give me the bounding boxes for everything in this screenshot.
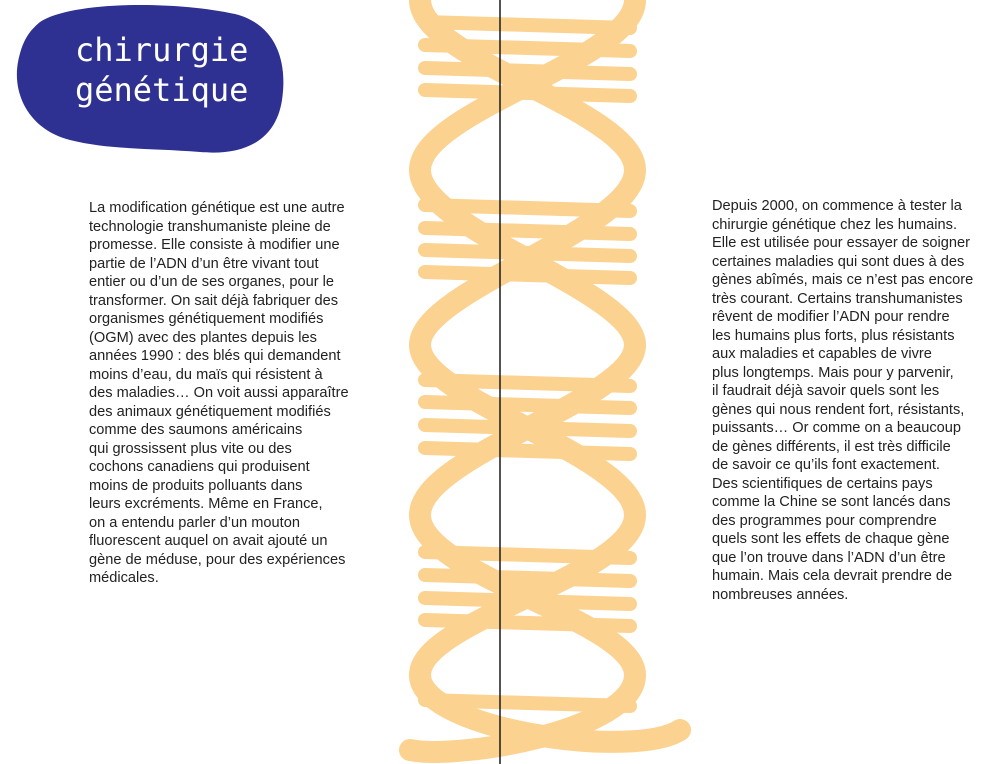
text-line: humain. Mais cela devrait prendre de <box>712 568 953 584</box>
text-line: des animaux génétiquement modifiés <box>89 403 331 420</box>
text-line: Depuis 2000, on commence à tester la <box>712 198 962 214</box>
title-line-1: chirurgie <box>75 31 249 69</box>
text-line: organismes génétiquement modifiés <box>89 311 324 327</box>
text-line: certaines maladies qui sont dues à des <box>712 253 965 270</box>
text-line: de gènes différents, il est très difficile <box>712 438 951 455</box>
text-line: de savoir ce qu’ils font exactement. <box>712 457 940 473</box>
text-line: Des scientifiques de certains pays <box>712 475 933 492</box>
title-line-2: génétique <box>75 71 249 109</box>
text-line: puissants… Or comme on a beaucoup <box>712 420 962 436</box>
dna-rung <box>425 575 630 581</box>
left-text-column <box>89 199 369 588</box>
text-line: médicales. <box>89 570 159 586</box>
text-line: promesse. Elle consiste à modifier une <box>89 237 340 253</box>
text-line: (OGM) avec des plantes depuis les <box>89 329 317 346</box>
text-line: cochons canadiens qui produisent <box>89 459 310 475</box>
text-line: gènes abîmés, mais ce n’est pas encore <box>712 272 974 288</box>
text-line: moins de produits polluants dans <box>89 477 303 494</box>
text-line: comme la Chine se sont lancés dans <box>712 494 951 510</box>
text-line: Elle est utilisée pour essayer de soigner <box>712 235 970 251</box>
text-line: moins d’eau, du maïs qui résistent à <box>89 366 323 383</box>
text-line: très courant. Certains transhumanistes <box>712 290 963 307</box>
text-line: technologie transhumaniste pleine de <box>89 218 331 235</box>
text-line: quels sont les effets de chaque gène <box>712 531 950 547</box>
text-line: La modification génétique est une autre <box>89 200 345 216</box>
text-line: qui grossissent plus vite ou des <box>89 440 292 457</box>
text-line: nombreuses années. <box>712 586 849 603</box>
text-line: entier ou d’un de ses organes, pour le <box>89 274 335 290</box>
page-title <box>75 30 248 110</box>
text-line: chirurgie génétique chez les humains. <box>712 216 957 233</box>
text-line: transformer. On sait déjà fabriquer des <box>89 292 339 309</box>
right-text-column <box>712 197 996 604</box>
dna-rung <box>425 272 630 278</box>
text-line: que l’on trouve dans l’ADN d’un être <box>712 549 946 566</box>
dna-rung <box>425 22 630 28</box>
text-line: comme des saumons américains <box>89 422 303 438</box>
text-line: leurs excréments. Même en France, <box>89 496 323 512</box>
text-line: les humains plus forts, plus résistants <box>712 327 955 344</box>
text-line: des programmes pour comprendre <box>712 512 937 529</box>
text-line: gènes qui nous rendent fort, résistants, <box>712 401 965 418</box>
text-line: plus longtemps. Mais pour y parvenir, <box>712 364 954 381</box>
text-line: des maladies… On voit aussi apparaître <box>89 385 349 401</box>
dna-strands <box>410 0 680 752</box>
text-line: partie de l’ADN d’un être vivant tout <box>89 255 319 272</box>
text-line: fluorescent auquel on avait ajouté un <box>89 533 328 549</box>
text-line: on a entendu parler d’un mouton <box>89 514 300 531</box>
dna-helix-illustration <box>380 0 700 764</box>
text-line: il faudrait déjà savoir quels sont les <box>712 383 940 399</box>
dna-rung <box>425 402 630 408</box>
dna-rung <box>425 448 630 454</box>
text-line: rêvent de modifier l’ADN pour rendre <box>712 309 950 325</box>
text-line: gène de méduse, pour des expériences <box>89 551 346 568</box>
text-line: aux maladies et capables de vivre <box>712 346 932 362</box>
text-line: années 1990 : des blés qui demandent <box>89 348 341 364</box>
